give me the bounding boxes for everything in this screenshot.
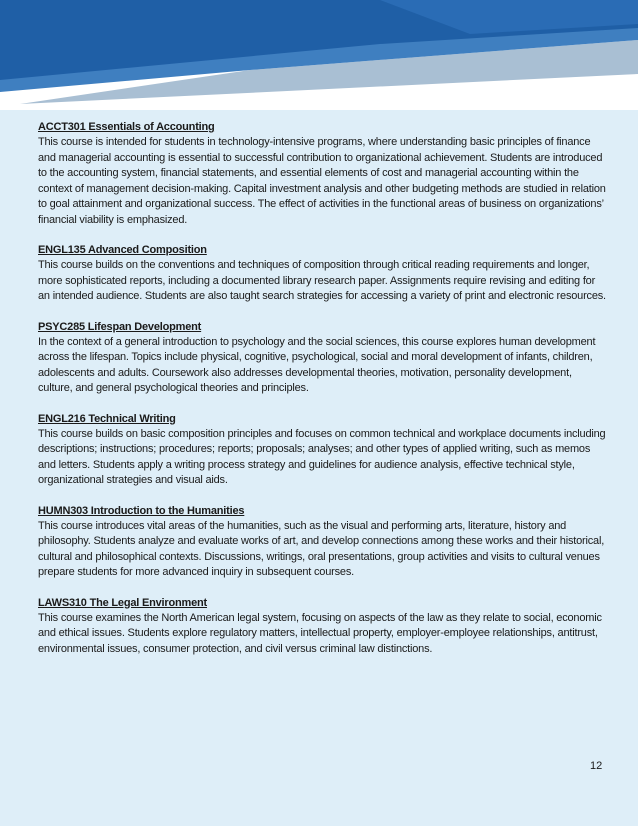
- course-title: ENGL216 Technical Writing: [38, 412, 176, 425]
- course-title: PSYC285 Lifespan Development: [38, 320, 202, 333]
- course-title: LAWS310 The Legal Environment: [38, 596, 208, 609]
- course-description: This course examines the North American legal system, focusing on aspects of the law as they relate to social, economic and ethical issues. Students explore regulatory matters, intellectual property, employer-employee relationships, antitrust, environmental issues, consumer protection, and civil versus criminal law distinctions.: [38, 611, 602, 655]
- course-entry: [38, 596, 608, 658]
- page-number: 12: [590, 760, 603, 772]
- course-description: This course introduces vital areas of the humanities, such as the visual and performing arts, literature, history and philosophy. Students analyze and evaluate works of art, and develop connections among these works and their historical, cultural and philosophical contexts. Discussions, writings, oral presentations, group activities and visits to cultural venues prepare students for more advanced inquiry in subsequent courses.: [38, 519, 605, 578]
- course-entry: [38, 320, 608, 397]
- course-entry: [38, 504, 608, 581]
- course-description: This course builds on basic composition principles and focuses on common technical and workplace documents including descriptions; instructions; procedures; reports; proposals; analyses; and other types of applied writing, such as memos and letters. Students apply a writing process strategy and guidelines for audience analysis, effective technical style, organizational strategies and visual aids.: [38, 427, 606, 486]
- course-title: ACCT301 Essentials of Accounting: [38, 121, 215, 133]
- course-entry: [38, 120, 608, 228]
- header-banner: [0, 0, 638, 110]
- course-description: This course builds on the conventions and techniques of composition through critical reading requirements and longer, more sophisticated reports, including a documented library research paper. Assignments require revising and editing for an intended audience. Students are also taught search strategies for accessing a variety of print and electronic resources.: [38, 259, 606, 302]
- course-entry: [38, 412, 608, 489]
- course-description: This course is intended for students in technology-intensive programs, where understanding basic principles of finance and managerial accounting is essential to successful contribution to organizational achievement. Students are introduced to the accounting system, financial statements, and essential elements of cost and managerial accounting within the context of management decision-making. Capital investment analysis and other budgeting methods are studied in relation to goal attainment and organizational success. The effect of activities in the functional areas of business on organizations’ financial viability is emphasized.: [38, 136, 606, 226]
- course-title: ENGL135 Advanced Composition: [38, 244, 207, 256]
- course-list: [38, 120, 608, 672]
- course-description: In the context of a general introduction to psychology and the social sciences, this course explores human development across the lifespan. Topics include physical, cognitive, psychological, social and moral development of infants, children, adolescents and adults. Coursework also addresses developmental theories, motivation, personality development, culture, and general psychological theories and principles.: [38, 335, 596, 394]
- course-title: HUMN303 Introduction to the Humanities: [38, 504, 245, 517]
- course-entry: [38, 243, 608, 305]
